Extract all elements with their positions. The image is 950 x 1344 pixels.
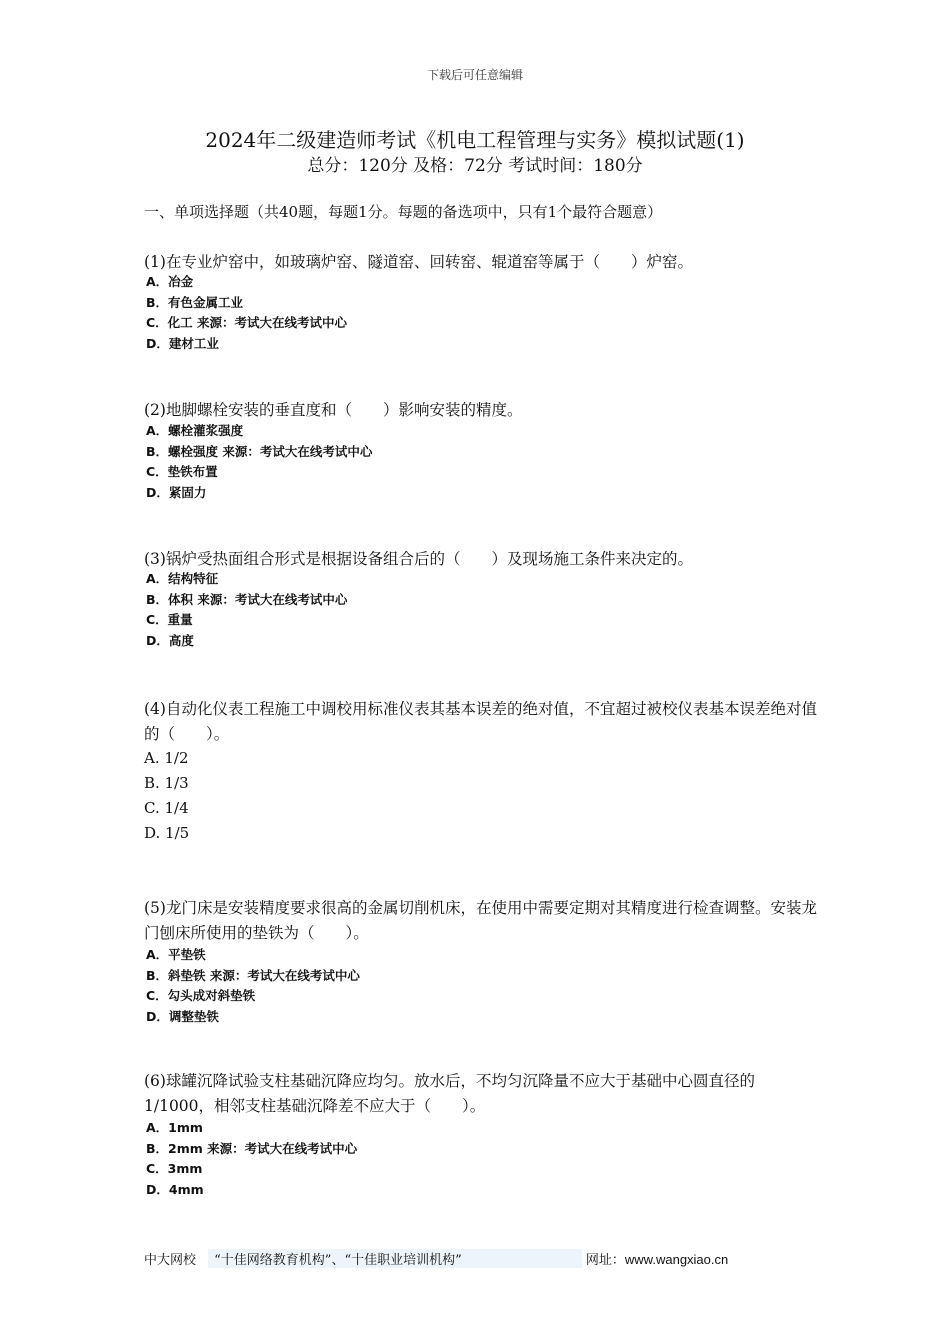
question-1-options	[146, 272, 347, 354]
question-2-text: (2)地脚螺栓安装的垂直度和（ ）影响安装的精度。	[144, 401, 523, 419]
source-note: 来源：考试大在线考试中心	[207, 1140, 358, 1156]
option-a: A．冶金	[146, 274, 194, 289]
source-note: 来源：考试大在线考试中心	[222, 443, 373, 459]
option-a: A．结构特征	[146, 571, 219, 586]
option-c: C．勾头成对斜垫铁	[146, 988, 256, 1003]
option-a: A．螺栓灌浆强度	[146, 423, 244, 438]
question-2-options	[146, 421, 372, 503]
question-4-text: (4)自动化仪表工程施工中调校用标准仪表其基本误差的绝对值，不宜超过被校仪表基本误差绝对值的（ ）。	[144, 700, 817, 743]
question-1-text: (1)在专业炉窑中，如玻璃炉窑、隧道窑、回转窑、辊道窑等属于（ ）炉窑。	[144, 253, 693, 271]
source-note: 来源：考试大在线考试中心	[197, 591, 348, 607]
option-d: D．高度	[146, 632, 194, 648]
footer-web-link[interactable]: www.wangxiao.cn	[624, 1252, 729, 1267]
option-a: A. 1/2	[144, 749, 189, 767]
exam-info: 总分：120分 及格：72分 考试时间：180分	[307, 156, 643, 176]
section-heading: 一、单项选择题（共40题，每题1分。每题的备选项中，只有1个最符合题意）	[144, 203, 663, 221]
header-note: 下载后可任意编辑	[426, 68, 523, 82]
option-c: C．垫铁布置	[146, 464, 218, 479]
option-b: B．体积 来源：考试大在线考试中心	[146, 591, 348, 607]
option-c: C．化工 来源：考试大在线考试中心	[146, 315, 348, 330]
source-note: 来源：考试大在线考试中心	[197, 315, 348, 330]
page-footer	[144, 1249, 728, 1268]
option-b: B．2mm 来源：考试大在线考试中心	[146, 1140, 358, 1156]
question-5-text: (5)龙门床是安装精度要求很高的金属切削机床，在使用中需要定期对其精度进行检查调整。安装龙门刨床所使用的垫铁为（ ）。	[144, 899, 817, 942]
option-c: C．重量	[146, 612, 193, 627]
footer-web-label: 网址：	[585, 1253, 625, 1268]
option-d: D．建材工业	[146, 335, 219, 351]
option-d: D．紧固力	[146, 484, 207, 500]
page-title: 2024年二级建造师考试《机电工程管理与实务》模拟试题(1)	[205, 128, 745, 152]
question-4-options	[144, 746, 189, 846]
footer-slogan: “十佳网络教育机构”、“十佳职业培训机构”	[208, 1249, 582, 1268]
option-b: B. 1/3	[144, 774, 189, 792]
footer-org: 中大网校	[144, 1253, 197, 1268]
option-a: A．平垫铁	[146, 947, 206, 962]
question-3-text: (3)锅炉受热面组合形式是根据设备组合后的（ ）及现场施工条件来决定的。	[144, 550, 693, 568]
source-note: 来源：考试大在线考试中心	[209, 967, 360, 983]
option-d: D. 1/5	[144, 824, 190, 842]
option-b: B．螺栓强度 来源：考试大在线考试中心	[146, 443, 373, 459]
option-c: C．3mm	[146, 1161, 203, 1176]
option-d: D．4mm	[146, 1181, 204, 1197]
option-b: B．有色金属工业	[146, 294, 244, 310]
question-5-options	[146, 945, 360, 1027]
question-6-options	[146, 1118, 357, 1200]
option-d: D．调整垫铁	[146, 1008, 219, 1024]
option-c: C. 1/4	[144, 799, 189, 817]
question-3-options	[146, 569, 347, 651]
option-a: A．1mm	[146, 1120, 203, 1135]
question-6-text: (6)球罐沉降试验支柱基础沉降应均匀。放水后，不均匀沉降量不应大于基础中心圆直径的1/1000，相邻支柱基础沉降差不应大于（ ）。	[144, 1072, 755, 1115]
option-b: B．斜垫铁 来源：考试大在线考试中心	[146, 967, 360, 983]
